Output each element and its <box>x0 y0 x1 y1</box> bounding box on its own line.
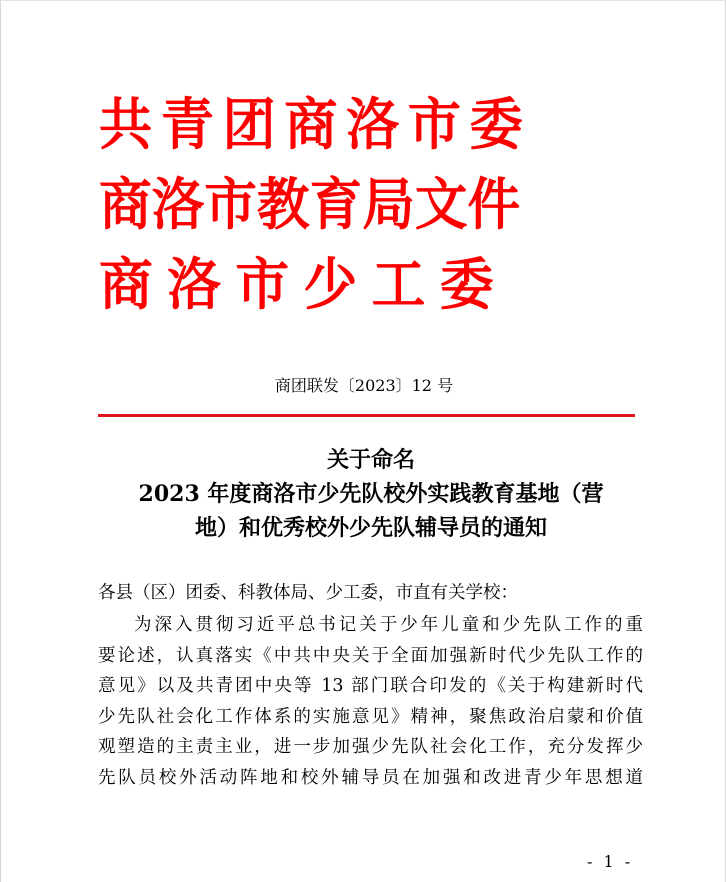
header-line-education-bureau: 商洛市教育局文件 <box>99 172 521 238</box>
document-number: 商团联发〔2023〕12 号 <box>274 376 454 395</box>
paragraph-line: 要论述，认真落实《中共中央关于全面加强新时代少先队工作的 <box>98 645 643 666</box>
paragraph-line: 先队员校外活动阵地和校外辅导员在加强和改进青少年思想道 <box>98 767 643 788</box>
header-line-league: 共青团商洛市委 <box>99 92 532 158</box>
title-line-3: 地）和优秀校外少先队辅导员的通知 <box>194 515 547 541</box>
red-header <box>99 93 679 333</box>
paragraph-line: 观塑造的主责主业，进一步加强少先队社会化工作，充分发挥少 <box>98 737 643 757</box>
page-number: - 1 - <box>587 852 634 871</box>
title-line-2: 2023 年度商洛市少先队校外实践教育基地（营 <box>138 481 604 507</box>
paragraph-line: 少先队社会化工作体系的实施意见》精神，聚焦政治启蒙和价值 <box>98 706 643 727</box>
document-title <box>81 443 661 545</box>
red-divider <box>98 414 635 417</box>
title-line-1: 关于命名 <box>326 447 415 473</box>
salutation: 各县（区）团委、科教体局、少工委，市直有关学校： <box>98 583 518 603</box>
paragraph-line: 为深入贯彻习近平总书记关于少年儿童和少先队工作的重 <box>134 615 643 635</box>
paragraph-line: 意见》以及共青团中央等 13 部门联合印发的《关于构建新时代 <box>98 676 643 696</box>
document-body <box>98 581 643 796</box>
header-line-young-pioneers: 商洛市少工委 <box>99 252 508 318</box>
